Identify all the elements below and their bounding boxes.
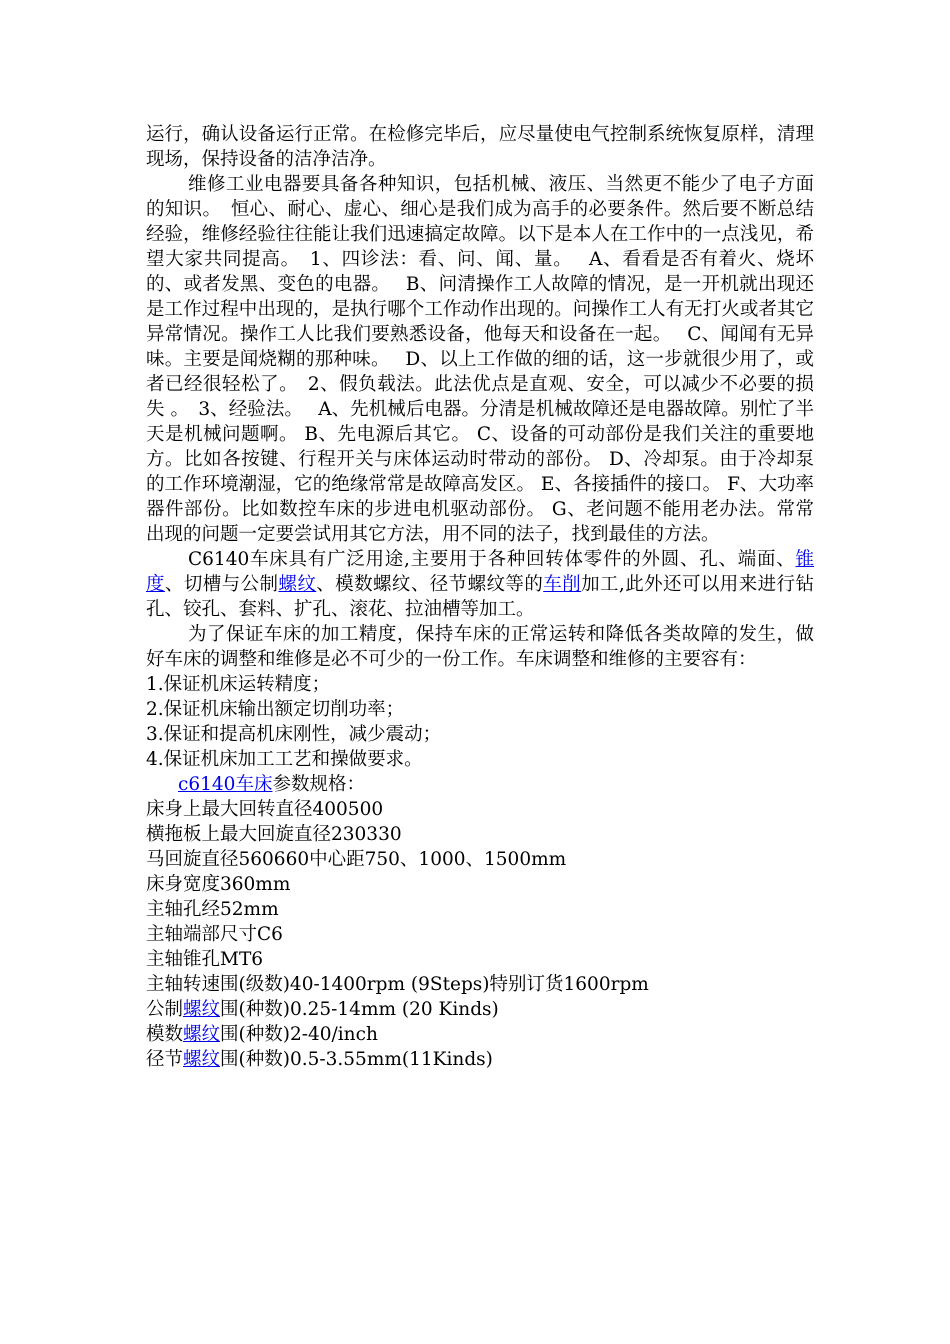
spec-line: 主轴孔经52mm — [146, 899, 279, 920]
spec-line: 主轴锥孔MT6 — [146, 949, 264, 970]
intro-text-c: 、模数螺纹、径节螺纹等的 — [316, 574, 544, 595]
link-c6140-lathe[interactable]: c6140车床 — [178, 774, 273, 795]
spec-line: 马回旋直径560660中心距750、1000、1500mm — [146, 849, 567, 870]
link-thread[interactable]: 螺纹 — [183, 1024, 221, 1045]
intro-text-a: C6140车床具有广泛用途,主要用于各种回转体零件的外圆、孔、端面、 — [188, 549, 796, 570]
link-thread[interactable]: 螺纹 — [183, 999, 221, 1020]
paragraph-continuation: 运行，确认设备运行正常。在检修完毕后，应尽量使电气控制系统恢复原样，清理现场，保持设备的洁净洁净。 — [146, 124, 814, 170]
document-body — [146, 122, 814, 1072]
intro-text-b: 、切槽与公制 — [164, 574, 279, 595]
spec-line: 主轴转速围(级数)40-1400rpm (9Steps)特别订货1600rpm — [146, 974, 649, 995]
spec-value: 围(种数)0.25-14mm (20 Kinds) — [220, 999, 499, 1020]
spec-label: 公制 — [146, 999, 184, 1020]
list-item: 3.保证和提高机床刚性，减少震动； — [146, 724, 442, 745]
spec-line — [146, 997, 814, 1022]
link-taper[interactable]: 锥度 — [146, 549, 814, 595]
spec-label: 径节 — [146, 1049, 184, 1070]
paragraph-c6140-intro — [146, 547, 814, 622]
spec-line: 主轴端部尺寸C6 — [146, 924, 283, 945]
paragraph-maintenance: 为了保证车床的加工精度，保持车床的正常运转和降低各类故障的发生，做好车床的调整和维修是必不可少的一份工作。车床调整和维修的主要容有： — [146, 624, 814, 670]
list-item: 2.保证机床输出额定切削功率； — [146, 699, 405, 720]
spec-line: 床身上最大回转直径400500 — [146, 799, 384, 820]
spec-label: 模数 — [146, 1024, 184, 1045]
spec-value: 围(种数)0.5-3.55mm(11Kinds) — [220, 1049, 493, 1070]
spec-line: 横拖板上最大回旋直径230330 — [146, 824, 402, 845]
list-item: 1.保证机床运转精度； — [146, 674, 331, 695]
specs-title-text: 参数规格： — [272, 774, 365, 795]
spec-value: 围(种数)2-40/inch — [220, 1024, 378, 1045]
spec-line — [146, 1047, 814, 1072]
intro-text-d: 加工,此外还可以用来进行钻孔、铰孔、套料、扩孔、滚花、拉油槽等加工。 — [146, 574, 814, 620]
specs-title — [146, 772, 814, 797]
link-turning[interactable]: 车削 — [543, 574, 582, 595]
spec-line — [146, 1022, 814, 1047]
link-thread[interactable]: 螺纹 — [278, 574, 317, 595]
spec-line: 床身宽度360mm — [146, 874, 291, 895]
list-item: 4.保证机床加工工艺和操做要求。 — [146, 749, 423, 770]
link-thread[interactable]: 螺纹 — [183, 1049, 221, 1070]
paragraph-repair-methods: 维修工业电器要具备各种知识，包括机械、液压、当然更不能少了电子方面的知识。 恒心、耐心、虚心、细心是我们成为高手的必要条件。然后要不断总结经验，维修经验往往能让我们迅速搞定故障。以下是本人在工作中的一点浅见，希望大家共同提高。 1、四诊法：看、问、闻、量。 A、看看是否有着火、烧坏的、或者发黑、变色的电器。 B、问清操作工人故障的情况，是一开机就出现还是工作过程中出现的，是执行哪个工作动作出现的。问操作工人有无打火或者其它异常情况。操作工人比我们要熟悉设备，他每天和设备在一起。 C、闻闻有无异味。主要是闻烧糊的那种味。 D、以上工作做的细的话，这一步就很少用了，或者已经很轻松了。 2、假负载法。此法优点是直观、安全，可以减少不必要的损失 。 3、经验法。 A、先机械后电器。分清是机械故障还是电器故障。别忙了半天是机械问题啊。 B、先电源后其它。 C、设备的可动部份是我们关注的重要地方。比如各按键、行程开关与床体运动时带动的部份。 D、冷却泵。由于冷却泵的工作环境潮湿，它的绝缘常常是故障高发区。 E、各接插件的接口。 F、大功率器件部份。比如数控车床的步进电机驱动部份。 G、老问题不能用老办法。常常出现的问题一定要尝试用其它方法，用不同的法子，找到最佳的方法。 — [146, 174, 814, 545]
